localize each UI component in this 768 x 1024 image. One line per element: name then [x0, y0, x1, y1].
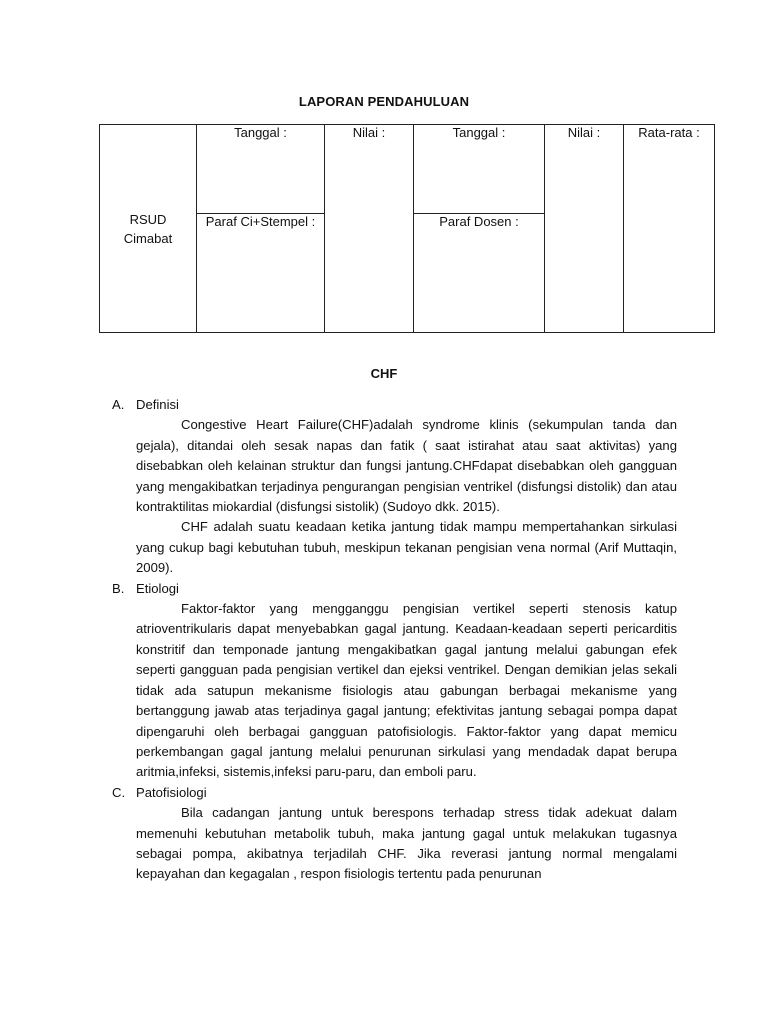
document-body: [112, 395, 677, 885]
paragraph: Faktor-faktor yang mengganggu pengisian vertikel seperti stenosis katup atrioventrikularis dapat menyebabkan gagal jantung. Keadaan-keadaan seperti pericarditis konstritif dan temponade jantung mengakibatkan gagal jantung melalui gabungan efek seperti gangguan pada pengisian vertikel dan ejeksi ventrikel. Dengan demikian jelas sekali tidak ada satupun mekanisme fisiologis atau gabungan berbagai mekanisme yang bertanggung jawab atas terjadinya gagal jantung; efektivitas jantung sebagai pompa dapat dipengaruhi oleh berbagai gangguan patofisiologis. Faktor-faktor yang dapat memicu perkembangan gagal jantung melalui penurunan sirkulasi yang mendadak dapat berupa aritmia,infeksi, sistemis,infeksi paru-paru, dan emboli paru.: [136, 601, 677, 780]
section-heading-definisi: [112, 395, 677, 415]
topic-title: CHF: [370, 366, 398, 381]
hospital-name: Cimabat: [123, 230, 173, 246]
section-letter: C.: [112, 784, 126, 800]
paragraph: Congestive Heart Failure(CHF)adalah syndrome klinis (sekumpulan tanda dan gejala), ditandai oleh sesak napas dan fatik ( saat istirahat atau saat aktivitas) yang disebabkan oleh kelainan struktur dan fungsi jantung.CHFdapat disebabkan oleh gangguan yang mengakibatkan terjadinya pengurangan pengisian ventrikel (disfungsi distolik) dan atau kontraktilitas miokardial (disfungsi sistolik) (Sudoyo dkk. 2015).: [136, 417, 677, 515]
paragraph: Bila cadangan jantung untuk berespons terhadap stress tidak adekuat dalam memenuhi kebutuhan metabolik tubuh, maka jantung gagal untuk melakukan tugasnya sebagai pompa, akibatnya terjadilah CHF. Jika reverasi jantung normal mengalami kepayahan dan kegagalan , respon fisiologis tertentu pada penurunan: [136, 805, 677, 882]
tanggal-dosen-label: Tanggal :: [452, 125, 506, 140]
tanggal-ci-label: Tanggal :: [234, 125, 287, 140]
paraf-ci-cell: [197, 214, 325, 333]
section-heading-etiologi: [112, 579, 677, 599]
paraf-dosen-label: Paraf Dosen :: [439, 214, 519, 229]
tanggal-ci-cell: [197, 125, 325, 214]
paraf-dosen-cell: [414, 214, 545, 333]
page-title: LAPORAN PENDAHULUAN: [298, 94, 470, 109]
nilai-ci-cell: [325, 125, 414, 333]
paragraph: CHF adalah suatu keadaan ketika jantung tidak mampu mempertahankan sirkulasi yang cukup bagi kebutuhan tubuh, meskipun tekanan pengisian vena normal (Arif Muttaqin, 2009).: [136, 519, 677, 576]
rata-rata-label: Rata-rata :: [638, 125, 700, 140]
section-letter: A.: [112, 397, 125, 412]
nilai-dosen-label: Nilai :: [567, 125, 601, 140]
nilai-ci-label: Nilai :: [352, 125, 386, 140]
header-table: [99, 124, 715, 333]
rata-rata-cell: [624, 125, 715, 333]
section-letter: B.: [112, 580, 125, 596]
section-title: Patofisiologi: [136, 784, 207, 800]
rsud-label: RSUD: [129, 211, 167, 227]
nilai-dosen-cell: [545, 125, 624, 333]
rsud-cell: [100, 125, 197, 333]
tanggal-dosen-cell: [414, 125, 545, 214]
paraf-ci-label: Paraf Ci+Stempel :: [205, 214, 316, 229]
section-title: Etiologi: [136, 580, 179, 596]
section-title: Definisi: [136, 397, 179, 412]
section-heading-patofisiologi: [112, 783, 677, 803]
